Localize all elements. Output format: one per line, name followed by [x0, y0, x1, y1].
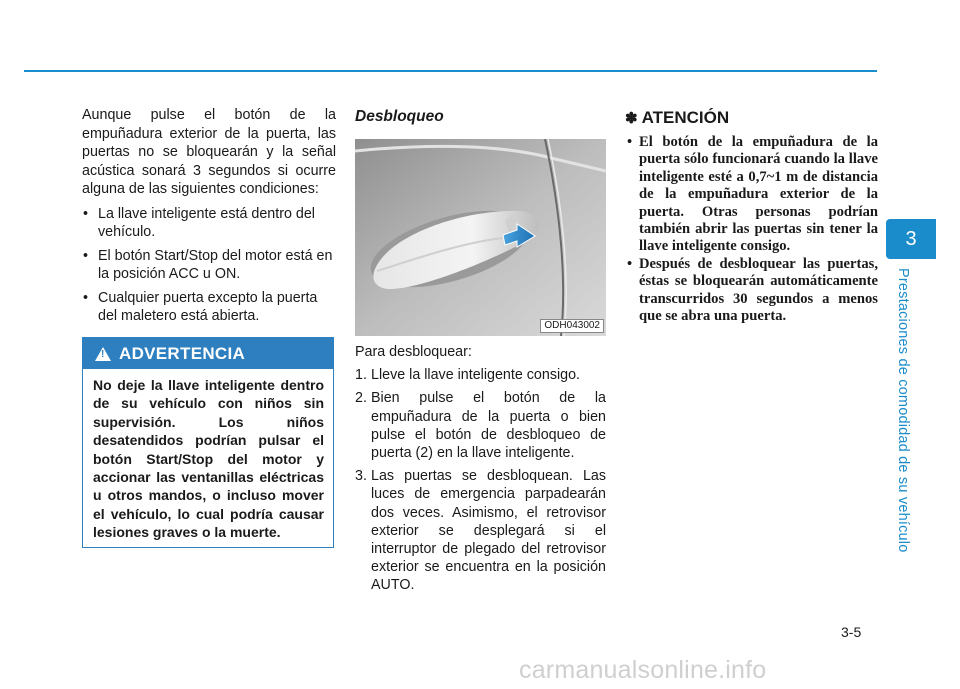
column-middle — [355, 106, 606, 126]
list-item — [355, 366, 606, 384]
list-item — [355, 467, 606, 594]
warning-icon: ! — [95, 347, 111, 361]
unlock-instructions — [355, 343, 606, 600]
watermark: carmanualsonline.info — [519, 656, 767, 684]
page-number: 3-5 — [841, 624, 862, 640]
asterisk-icon: ✽ — [625, 110, 638, 127]
door-handle-illustration — [355, 139, 606, 336]
unlock-intro: Para desbloquear: — [355, 344, 472, 360]
section-title: Desbloqueo — [355, 108, 444, 125]
column-right — [625, 108, 878, 325]
chapter-tab[interactable] — [886, 219, 936, 259]
figure-code: ODH043002 — [540, 319, 604, 333]
warning-body: No deje la llave inteligente dentro de su vehículo con niños sin supervisión. Los niños desatendidos podrían pulsar el botón Start/Stop del motor y accionar las ventanillas eléctricas u otros mandos, o incluso mover el vehículo, lo cual podría causar lesiones graves o la muerte. — [93, 377, 324, 541]
column-left — [82, 106, 336, 331]
step-text: Las puertas se desbloquean. Las luces de emergencia parpadearán dos veces. Asimismo, el retrovisor exterior se desplegará si el interruptor de plegado del retrovisor exterior se encuentra en la posición AUTO. — [371, 468, 606, 594]
intro-paragraph: Aunque pulse el botón de la empuñadura exterior de la puerta, las puertas no se bloquearán y la señal acústica sonará 3 segundos si ocurre alguna de las siguientes condiciones: — [82, 107, 336, 197]
unlock-steps — [355, 366, 606, 594]
step-number: 2. — [355, 390, 367, 407]
step-text: Bien pulse el botón de la empuñadura de la puerta o bien pulse el botón de desbloqueo de puerta (2) en la llave inteligente. — [371, 390, 606, 462]
step-number: 1. — [355, 367, 367, 384]
step-text: Lleve la llave inteligente consigo. — [371, 367, 581, 384]
list-item: • El botón Start/Stop del motor está en la posición ACC u ON. — [82, 247, 336, 284]
attention-list — [625, 134, 878, 325]
door-handle-figure — [355, 139, 606, 336]
header-rule — [24, 70, 877, 72]
list-item — [355, 389, 606, 462]
warning-title: ADVERTENCIA — [119, 343, 246, 363]
step-number: 3. — [355, 468, 367, 485]
list-item: • La llave inteligente está dentro del vehículo. — [82, 205, 336, 242]
attention-header — [625, 108, 878, 128]
attention-title: ATENCIÓN — [641, 108, 730, 127]
conditions-list — [82, 205, 336, 326]
chapter-number: 3 — [905, 227, 917, 250]
warning-header — [83, 338, 333, 369]
list-item: • Después de desbloquear las puertas, éstas se bloquearán automáticamente transcurridos 30 segundos a menos que se abra una puerta. — [625, 256, 878, 326]
list-item: • Cualquier puerta excepto la puerta del maletero está abierta. — [82, 289, 336, 326]
list-item: • El botón de la empuñadura de la puerta sólo funcionará cuando la llave inteligente esté a 0,7~1 m de distancia de la empuñadura exterior de la puerta. Otras personas podrían también abrir las puertas sin tener la llave inteligente consigo. — [625, 134, 878, 256]
warning-box — [82, 337, 334, 548]
